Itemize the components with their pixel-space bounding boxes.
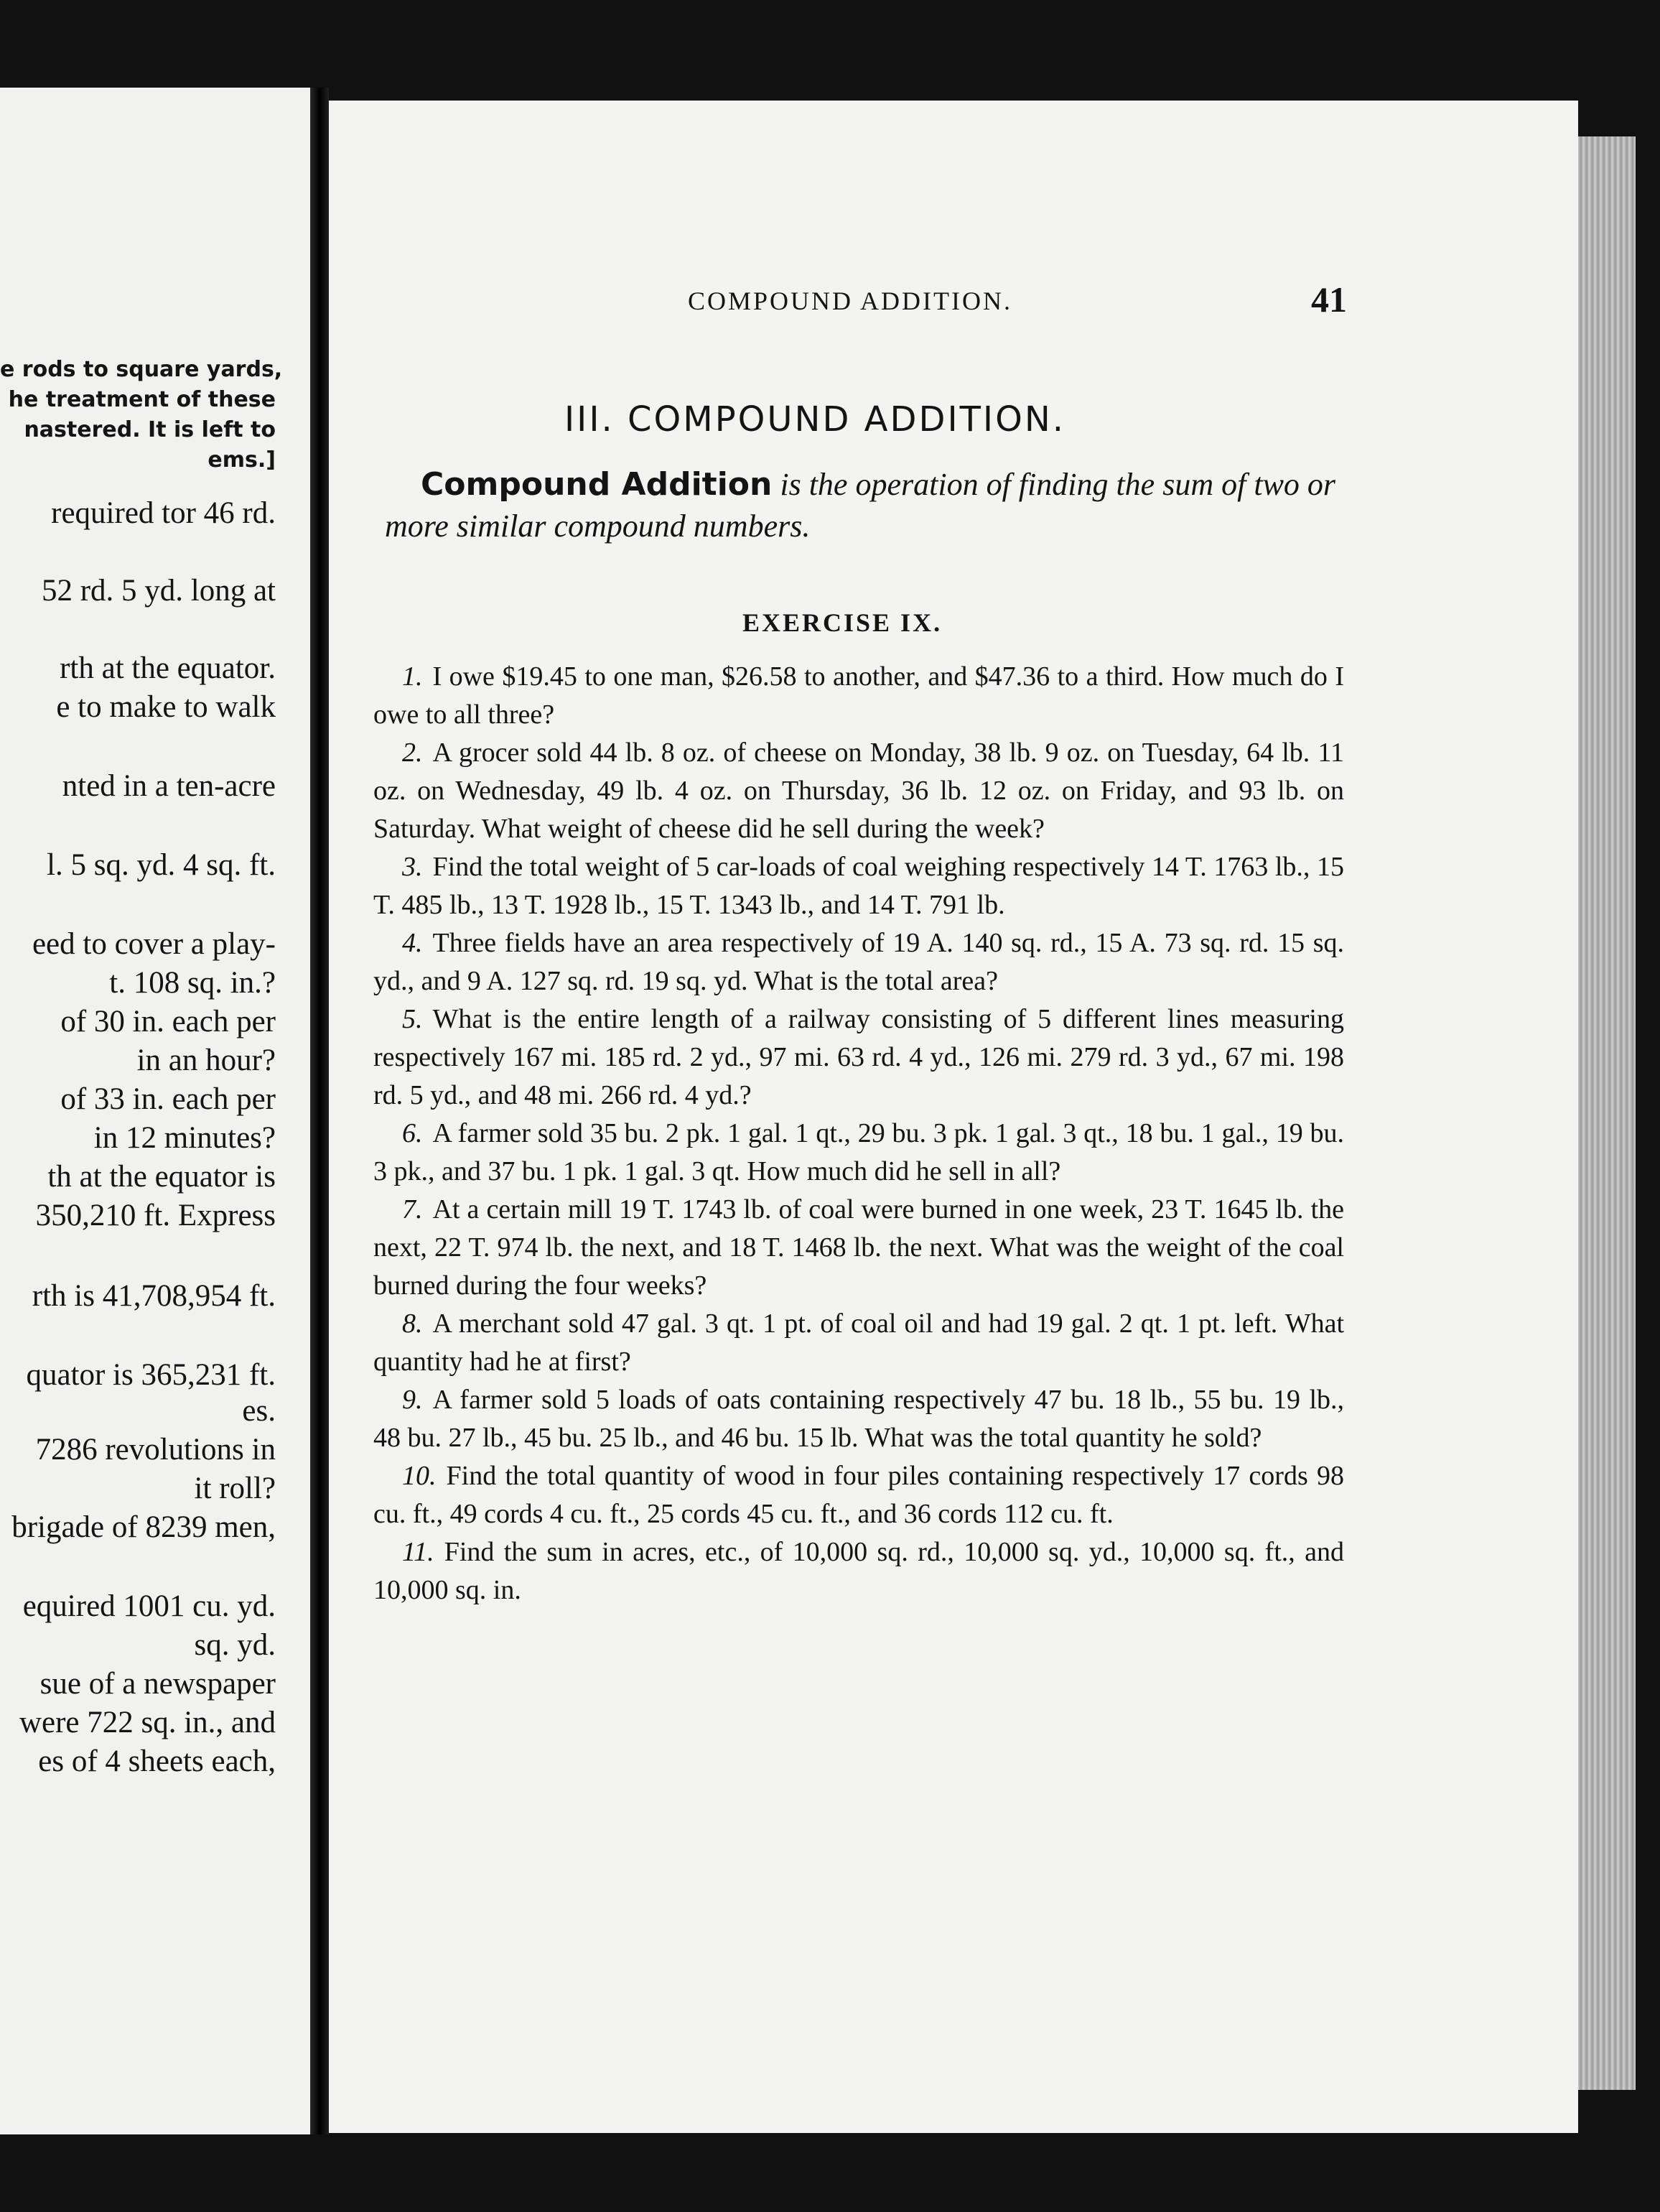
problem-number: 7. bbox=[402, 1194, 423, 1224]
problem-1 bbox=[373, 658, 1344, 734]
problem-8 bbox=[373, 1305, 1344, 1381]
left-page-line: 7286 revolutions in bbox=[35, 1433, 276, 1467]
left-page-line: quator is 365,231 ft. bbox=[26, 1358, 276, 1392]
left-page-line: were 722 sq. in., and bbox=[19, 1706, 276, 1739]
left-page-line: th at the equator is bbox=[47, 1160, 276, 1194]
problem-text: Find the sum in acres, etc., of 10,000 sq. rd., 10,000 sq. yd., 10,000 sq. ft., and 10,000 sq. in. bbox=[373, 1537, 1344, 1605]
problem-text: A farmer sold 35 bu. 2 pk. 1 gal. 1 qt., 29 bu. 3 pk. 1 gal. 3 qt., 18 bu. 1 gal., 19 bu. 3 pk., and 37 bu. 1 pk. 1 gal. 3 qt. How much did he sell in all? bbox=[373, 1118, 1344, 1186]
problem-7 bbox=[373, 1191, 1344, 1305]
problem-number: 4. bbox=[402, 928, 423, 958]
chapter-title: III. COMPOUND ADDITION. bbox=[564, 399, 1066, 440]
left-page-line: 52 rd. 5 yd. long at bbox=[41, 574, 276, 608]
problem-3 bbox=[373, 848, 1344, 924]
page-number: 41 bbox=[1311, 279, 1347, 320]
problem-text: Find the total quantity of wood in four piles containing respectively 17 cords 98 cu. ft., 49 cords 4 cu. ft., 25 cords 45 cu. ft., and 36 cords 112 cu. ft. bbox=[373, 1461, 1344, 1529]
left-page-line: e to make to walk bbox=[56, 690, 276, 724]
left-page-line: of 33 in. each per bbox=[60, 1082, 276, 1116]
left-page-line: equired 1001 cu. yd. bbox=[22, 1589, 276, 1623]
problem-text: A grocer sold 44 lb. 8 oz. of cheese on Monday, 38 lb. 9 oz. on Tuesday, 64 lb. 11 oz. on Wednesday, 49 lb. 4 oz. on Thursday, 36 lb. 12 oz. on Friday, and 93 lb. on Saturday. What weight of cheese did he sell during the week? bbox=[373, 738, 1344, 844]
book-gutter bbox=[310, 88, 329, 2134]
problem-number: 10. bbox=[402, 1461, 437, 1491]
left-page-line: 350,210 ft. Express bbox=[35, 1199, 276, 1232]
left-page-line: brigade of 8239 men, bbox=[11, 1510, 276, 1544]
left-page-line: in an hour? bbox=[136, 1044, 276, 1077]
problem-6 bbox=[373, 1115, 1344, 1191]
definition bbox=[385, 464, 1347, 547]
definition-term: Compound Addition bbox=[421, 466, 773, 503]
left-page-line: e rods to square yards, bbox=[0, 357, 283, 382]
left-page-line: nastered. It is left to bbox=[24, 417, 276, 442]
left-page-line: t. 108 sq. in.? bbox=[109, 966, 276, 1000]
left-page-line: he treatment of these bbox=[8, 387, 276, 412]
left-page-line: ems.] bbox=[208, 447, 276, 473]
left-page-line: l. 5 sq. yd. 4 sq. ft. bbox=[47, 848, 276, 882]
problem-text: Three fields have an area respectively of 19 A. 140 sq. rd., 15 A. 73 sq. rd. 15 sq. yd., and 9 A. 127 sq. rd. 19 sq. yd. What is the total area? bbox=[373, 928, 1344, 996]
problem-number: 6. bbox=[402, 1118, 423, 1148]
definition-text: is the operation of finding the sum of two or more similar compound numbers. bbox=[385, 467, 1336, 544]
problem-text: I owe $19.45 to one man, $26.58 to another, and $47.36 to a third. How much do I owe to all three? bbox=[373, 661, 1344, 730]
left-page-line: rth is 41,708,954 ft. bbox=[32, 1279, 276, 1313]
problem-2 bbox=[373, 734, 1344, 848]
page-edges bbox=[1578, 136, 1636, 2090]
problem-number: 11. bbox=[402, 1537, 434, 1567]
running-head: COMPOUND ADDITION. bbox=[688, 287, 1013, 315]
problem-text: At a certain mill 19 T. 1743 lb. of coal were burned in one week, 23 T. 1645 lb. the next, 22 T. 974 lb. the next, and 18 T. 1468 lb. the next. What was the weight of the coal burned during the four weeks? bbox=[373, 1194, 1344, 1301]
problem-5 bbox=[373, 1000, 1344, 1115]
exercise-heading: EXERCISE IX. bbox=[742, 608, 943, 637]
previous-page bbox=[0, 88, 310, 2134]
left-page-line: required tor 46 rd. bbox=[51, 496, 276, 530]
left-page-line: sq. yd. bbox=[194, 1628, 276, 1662]
left-page-line: nted in a ten-acre bbox=[62, 769, 276, 803]
problem-text: What is the entire length of a railway consisting of 5 different lines measuring respectively 167 mi. 185 rd. 2 yd., 97 mi. 63 rd. 4 yd., 126 mi. 279 rd. 3 yd., 67 mi. 198 rd. 5 yd., and 48 mi. 266 rd. 4 yd.? bbox=[373, 1004, 1344, 1110]
problem-text: A farmer sold 5 loads of oats containing respectively 47 bu. 18 lb., 55 bu. 19 lb., 48 bu. 27 lb., 45 bu. 25 lb., and 46 bu. 15 lb. What was the total quantity he sold? bbox=[373, 1385, 1344, 1453]
problem-number: 1. bbox=[402, 661, 423, 692]
problem-number: 8. bbox=[402, 1309, 423, 1339]
left-page-line: es. bbox=[242, 1394, 276, 1428]
left-page-line: sue of a newspaper bbox=[39, 1667, 276, 1701]
left-page-line: it roll? bbox=[194, 1472, 276, 1505]
problem-text: A merchant sold 47 gal. 3 qt. 1 pt. of coal oil and had 19 gal. 2 qt. 1 pt. left. What quantity had he at first? bbox=[373, 1309, 1344, 1377]
problem-number: 3. bbox=[402, 852, 423, 882]
problem-4 bbox=[373, 924, 1344, 1000]
left-page-line: of 30 in. each per bbox=[60, 1005, 276, 1038]
problem-11 bbox=[373, 1533, 1344, 1609]
left-page-line: es of 4 sheets each, bbox=[38, 1744, 276, 1778]
left-page-line: eed to cover a play- bbox=[32, 927, 276, 961]
problem-9 bbox=[373, 1381, 1344, 1457]
left-page-line: rth at the equator. bbox=[60, 651, 276, 685]
problem-number: 2. bbox=[402, 738, 423, 768]
left-page-line: in 12 minutes? bbox=[93, 1121, 276, 1155]
problem-list bbox=[373, 658, 1344, 1609]
problem-number: 5. bbox=[402, 1004, 423, 1034]
problem-text: Find the total weight of 5 car-loads of coal weighing respectively 14 T. 1763 lb., 15 T. 485 lb., 13 T. 1928 lb., 15 T. 1343 lb., and 14 T. 791 lb. bbox=[373, 852, 1344, 920]
problem-number: 9. bbox=[402, 1385, 423, 1415]
problem-10 bbox=[373, 1457, 1344, 1533]
